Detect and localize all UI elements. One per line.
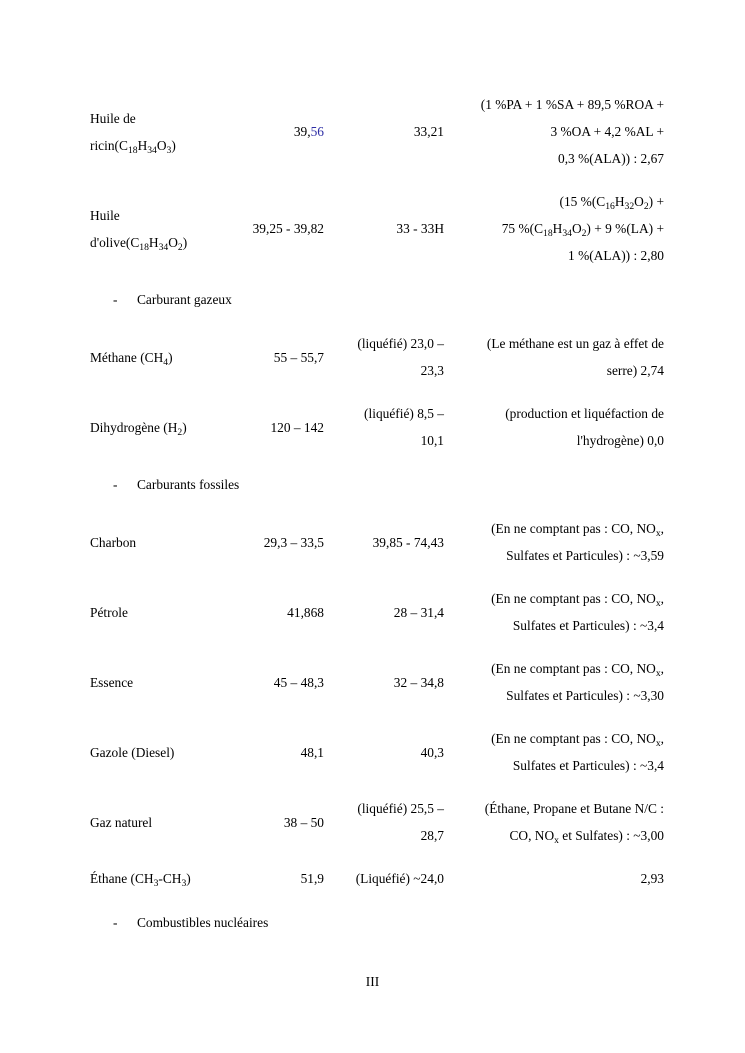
value1-cell: 41,868	[287, 604, 324, 620]
fuel-name-cell: Charbon	[90, 534, 137, 550]
fuel-name-cell: Essence	[90, 674, 134, 690]
value2-cell: 33,21	[413, 124, 444, 139]
value1-cell: 45 – 48,3	[273, 674, 324, 690]
table-row	[90, 647, 664, 717]
value2-cell: (Liquéfié) ~24,0	[355, 871, 444, 886]
value1-cell: 51,9	[300, 871, 324, 886]
table-row	[90, 507, 664, 577]
note-cell: (En ne comptant pas : CO, $NO_x$, Sulfates et Particules) : ~3,4	[491, 731, 664, 773]
note-cell: (En ne comptant pas : CO, $NO_x$, Sulfates et Particules) : ~3,4	[491, 591, 664, 633]
table-row	[90, 857, 664, 900]
value2-cell: 40,3	[420, 744, 444, 760]
fuel-name-cell: Méthane $(CH_4)$	[90, 349, 173, 368]
fuel-name-cell: Dihydrogène $(H_2)$	[90, 419, 187, 438]
table-row	[90, 787, 664, 857]
table-row	[90, 83, 664, 180]
table-row	[90, 322, 664, 392]
fuel-name-cell: Pétrole	[90, 604, 128, 620]
value2-cell: 28 – 31,4	[393, 604, 444, 620]
value2-cell: 33 - 33H	[396, 221, 444, 236]
bullet-label: Combustibles nucléaires	[137, 915, 269, 930]
value2-cell: (liquéfié) 8,5 – 10,1	[364, 406, 444, 448]
bullet-label: Carburants fossiles	[137, 477, 240, 492]
bullet-item-carburant-gazeux	[113, 286, 664, 313]
bullet-dash: -	[113, 292, 118, 307]
table-row	[90, 392, 664, 462]
value1-cell: 39,25 - 39,82	[252, 221, 324, 236]
note-cell: (En ne comptant pas : CO, $NO_x$, Sulfates et Particules) : ~3,59	[491, 521, 664, 563]
table-row	[90, 577, 664, 647]
value1-cell: 55 – 55,7	[273, 349, 324, 365]
value1-cell: 29,3 – 33,5	[263, 534, 324, 550]
fuel-name-cell: Gazole (Diesel)	[90, 744, 175, 760]
note-cell: (production et liquéfaction de l'hydrogène) 0,0	[505, 406, 664, 448]
value1-cell: 38 – 50	[283, 814, 324, 830]
value2-cell: 32 – 34,8	[393, 674, 444, 690]
table-row	[90, 180, 664, 277]
value1-cell: 48,1	[300, 744, 324, 760]
page-number: III	[365, 974, 380, 989]
note-cell: (Éthane, Propane et Butane N/C : CO, $NO_x$ et Sulfates) : ~3,00	[484, 801, 664, 846]
document-content	[90, 83, 664, 945]
note-cell: (Le méthane est un gaz à effet de serre) 2,74	[486, 336, 664, 378]
note-cell: (En ne comptant pas : CO, $NO_x$, Sulfates et Particules) : ~3,30	[491, 661, 664, 703]
fuel-table-fossil	[90, 507, 664, 900]
value1-cell: 39,56	[293, 124, 324, 139]
value2-cell: (liquéfié) 23,0 – 23,3	[357, 336, 444, 378]
value2-cell: 39,85 - 74,43	[372, 534, 444, 550]
bullet-item-combustibles-nucleaires	[113, 909, 664, 936]
value2-cell: (liquéfié) 25,5 – 28,7	[357, 801, 444, 843]
note-cell: 2,93	[640, 871, 664, 886]
note-cell: (1 %PA + 1 %SA + 89,5 %ROA + 3 %OA + 4,2 %AL + 0,3 %(ALA)) : 2,67	[480, 97, 664, 166]
fuel-name-cell: Huile de $ricin(C_{18}H_{34}O_3)$	[90, 110, 176, 156]
bullet-item-carburants-fossiles	[113, 471, 664, 498]
bullet-dash: -	[113, 477, 118, 492]
fuel-table-oils	[90, 83, 664, 277]
value1-cell: 120 – 142	[270, 419, 324, 435]
fuel-name-cell: Gaz naturel	[90, 814, 153, 830]
fuel-name-cell: Huile $d'olive(C_{18}H_{34}O_2)$	[90, 207, 188, 253]
note-cell: (15 $\%(C_{16}H_{32}O_2)$ + 75 $\%(C_{18}H_{34}O_2) + 9$ %(LA) + 1 %(ALA)) : 2,80	[501, 194, 664, 263]
fuel-table-gaseous	[90, 322, 664, 462]
table-row	[90, 717, 664, 787]
bullet-label: Carburant gazeux	[137, 292, 232, 307]
bullet-dash: -	[113, 915, 118, 930]
fuel-name-cell: Éthane $(CH_3-CH_3)$	[90, 871, 191, 889]
